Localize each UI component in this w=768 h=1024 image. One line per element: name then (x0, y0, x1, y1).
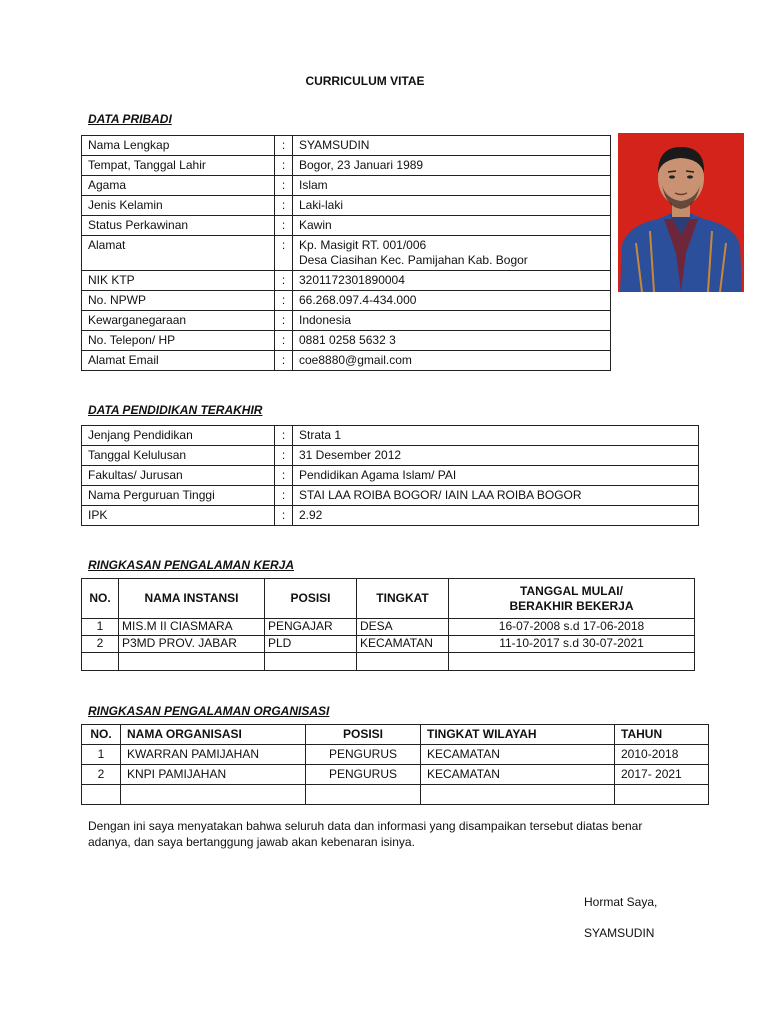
cell-posisi: PENGURUS (306, 745, 421, 765)
colon: : (275, 156, 293, 176)
field-value: coe8880@gmail.com (293, 351, 611, 371)
header-tanggal-line1: TANGGAL MULAI/ (520, 583, 623, 598)
colon: : (275, 311, 293, 331)
table-row (82, 745, 709, 765)
cell-instansi: MIS.M II CIASMARA (119, 619, 265, 636)
table-row (82, 196, 611, 216)
field-label: Tanggal Kelulusan (82, 446, 275, 466)
colon: : (275, 446, 293, 466)
cell-no: 2 (82, 765, 121, 785)
field-value (293, 236, 611, 271)
table-row-empty (82, 785, 709, 805)
cell-empty (121, 785, 306, 805)
colon: : (275, 331, 293, 351)
field-value: Indonesia (293, 311, 611, 331)
cell-tingkat: DESA (357, 619, 449, 636)
table-row (82, 156, 611, 176)
cell-tahun: 2017- 2021 (615, 765, 709, 785)
field-value: SYAMSUDIN (293, 136, 611, 156)
field-label: Agama (82, 176, 275, 196)
cell-tingkat: KECAMATAN (421, 765, 615, 785)
cell-empty (357, 653, 449, 671)
section-heading-kerja: RINGKASAN PENGALAMAN KERJA (88, 558, 295, 572)
field-label: Jenjang Pendidikan (82, 426, 275, 446)
header-no: NO. (82, 579, 119, 619)
person-portrait-icon (618, 133, 744, 292)
field-label: NIK KTP (82, 271, 275, 291)
header-tanggal (449, 579, 695, 619)
header-tanggal-line2: BERAKHIR BEKERJA (509, 598, 634, 613)
field-label: Kewarganegaraan (82, 311, 275, 331)
personal-data-table (81, 135, 611, 371)
table-row (82, 236, 611, 271)
field-value: Bogor, 23 Januari 1989 (293, 156, 611, 176)
section-heading-organisasi: RINGKASAN PENGALAMAN ORGANISASI (88, 704, 330, 718)
table-row (82, 216, 611, 236)
cell-no: 2 (82, 636, 119, 653)
colon: : (275, 486, 293, 506)
signature-greeting: Hormat Saya, (584, 895, 658, 909)
cell-tingkat: KECAMATAN (421, 745, 615, 765)
cell-no: 1 (82, 745, 121, 765)
table-row-empty (82, 653, 695, 671)
table-row (82, 291, 611, 311)
field-value: 2.92 (293, 506, 699, 526)
section-heading-pribadi: DATA PRIBADI (88, 112, 172, 126)
header-nama: NAMA ORGANISASI (121, 725, 306, 745)
table-row (82, 351, 611, 371)
table-row (82, 426, 699, 446)
table-row (82, 331, 611, 351)
cell-posisi: PLD (265, 636, 357, 653)
table-row (82, 486, 699, 506)
section-heading-pendidikan: DATA PENDIDIKAN TERAKHIR (88, 403, 263, 417)
header-tingkat: TINGKAT (357, 579, 449, 619)
field-value: Strata 1 (293, 426, 699, 446)
statement-line-2: adanya, dan saya bertanggung jawab akan kebenaran isinya. (88, 835, 415, 849)
profile-photo (618, 133, 744, 292)
header-no: NO. (82, 725, 121, 745)
colon: : (275, 271, 293, 291)
cell-tahun: 2010-2018 (615, 745, 709, 765)
field-label: Nama Lengkap (82, 136, 275, 156)
cell-empty (265, 653, 357, 671)
field-value: 31 Desember 2012 (293, 446, 699, 466)
cell-posisi: PENGAJAR (265, 619, 357, 636)
cell-empty (421, 785, 615, 805)
address-line-2: Desa Ciasihan Kec. Pamijahan Kab. Bogor (299, 253, 528, 267)
cell-instansi: P3MD PROV. JABAR (119, 636, 265, 653)
cell-tanggal: 16-07-2008 s.d 17-06-2018 (449, 619, 695, 636)
table-row (82, 311, 611, 331)
field-label: Alamat Email (82, 351, 275, 371)
cell-tanggal: 11-10-2017 s.d 30-07-2021 (449, 636, 695, 653)
cell-no: 1 (82, 619, 119, 636)
work-experience-table (81, 578, 695, 671)
field-value: Laki-laki (293, 196, 611, 216)
colon: : (275, 426, 293, 446)
table-header-row (82, 579, 695, 619)
field-label: Tempat, Tanggal Lahir (82, 156, 275, 176)
cell-empty (82, 785, 121, 805)
table-row (82, 271, 611, 291)
cell-nama: KNPI PAMIJAHAN (121, 765, 306, 785)
field-label: Alamat (82, 236, 275, 271)
page-title: CURRICULUM VITAE (305, 74, 425, 88)
colon: : (275, 196, 293, 216)
colon: : (275, 506, 293, 526)
signature-name: SYAMSUDIN (584, 926, 655, 940)
colon: : (275, 136, 293, 156)
field-label: Status Perkawinan (82, 216, 275, 236)
colon: : (275, 291, 293, 311)
colon: : (275, 351, 293, 371)
field-value: Kawin (293, 216, 611, 236)
header-tahun: TAHUN (615, 725, 709, 745)
cell-empty (306, 785, 421, 805)
table-row (82, 619, 695, 636)
field-label: Nama Perguruan Tinggi (82, 486, 275, 506)
declaration-statement (88, 818, 688, 850)
field-label: IPK (82, 506, 275, 526)
cell-empty (615, 785, 709, 805)
colon: : (275, 216, 293, 236)
cell-empty (449, 653, 695, 671)
field-value: Islam (293, 176, 611, 196)
cell-tingkat: KECAMATAN (357, 636, 449, 653)
field-label: No. Telepon/ HP (82, 331, 275, 351)
table-row (82, 446, 699, 466)
colon: : (275, 236, 293, 271)
colon: : (275, 466, 293, 486)
field-value: 0881 0258 5632 3 (293, 331, 611, 351)
field-label: Fakultas/ Jurusan (82, 466, 275, 486)
cell-empty (119, 653, 265, 671)
education-table (81, 425, 699, 526)
header-tingkat: TINGKAT WILAYAH (421, 725, 615, 745)
table-row (82, 176, 611, 196)
table-row (82, 466, 699, 486)
field-label: No. NPWP (82, 291, 275, 311)
field-value: 66.268.097.4-434.000 (293, 291, 611, 311)
cell-nama: KWARRAN PAMIJAHAN (121, 745, 306, 765)
field-value: STAI LAA ROIBA BOGOR/ IAIN LAA ROIBA BOGOR (293, 486, 699, 506)
header-instansi: NAMA INSTANSI (119, 579, 265, 619)
header-posisi: POSISI (265, 579, 357, 619)
table-header-row (82, 725, 709, 745)
table-row (82, 765, 709, 785)
cell-posisi: PENGURUS (306, 765, 421, 785)
table-row (82, 506, 699, 526)
address-line-1: Kp. Masigit RT. 001/006 (299, 238, 427, 252)
organization-table (81, 724, 709, 805)
field-label: Jenis Kelamin (82, 196, 275, 216)
colon: : (275, 176, 293, 196)
statement-line-1: Dengan ini saya menyatakan bahwa seluruh data dan informasi yang disampaikan tersebut diatas benar (88, 819, 643, 833)
field-value: 3201172301890004 (293, 271, 611, 291)
header-posisi: POSISI (306, 725, 421, 745)
field-value: Pendidikan Agama Islam/ PAI (293, 466, 699, 486)
cell-empty (82, 653, 119, 671)
table-row (82, 636, 695, 653)
table-row (82, 136, 611, 156)
